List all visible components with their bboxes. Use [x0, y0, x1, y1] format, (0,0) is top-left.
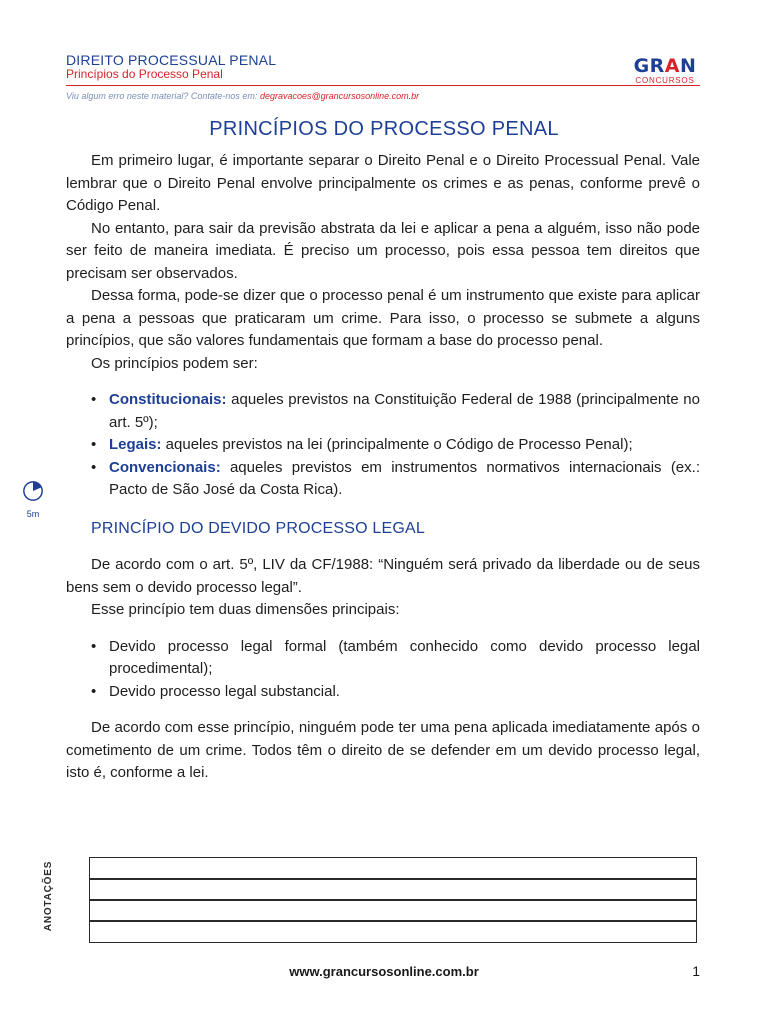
paragraph: Esse princípio tem duas dimensões principais: [91, 601, 400, 618]
paragraph: Dessa forma, pode-se dizer que o processo penal é um instrumento que existe para aplicar a pena a pessoas que praticaram um crime. Para isso, o processo se submete a alguns princípios, que são valores fundamentais que formam a base do processo penal. [66, 287, 700, 349]
dimensions-list [66, 636, 700, 704]
header-subtitle: Princípios do Processo Penal [66, 67, 223, 81]
notes-box[interactable] [89, 857, 697, 943]
footer-url[interactable]: www.grancursosonline.com.br [289, 964, 479, 979]
header-divider [66, 85, 700, 86]
list-item: • Constitucionais: aqueles previstos na Constituição Federal de 1988 (principalmente no art. 5º); [91, 391, 700, 431]
gran-logo [630, 56, 700, 85]
page-header [66, 52, 700, 92]
reading-timer [19, 480, 47, 519]
timer-label: 5m [26, 509, 40, 519]
principles-list [66, 389, 700, 502]
notes-line [90, 920, 696, 922]
logo-wordmark: GRAN [633, 55, 697, 77]
list-item: • Convencionais: aqueles previstos em instrumentos normativos internacionais (ex.: Pacto de São José da Costa Rica). [91, 458, 700, 498]
header-title: DIREITO PROCESSUAL PENAL [66, 52, 277, 68]
paragraph: De acordo com o art. 5º, LIV da CF/1988: “Ninguém será privado da liberdade ou de seus bens sem o devido processo legal”. [66, 556, 700, 596]
list-item: • Devido processo legal substancial. [91, 682, 340, 700]
notes-line [90, 899, 696, 901]
page-number: 1 [692, 963, 700, 979]
paragraph: No entanto, para sair da previsão abstrata da lei e aplicar a pena a alguém, isso não pode ser feito de maneira imediata. É preciso um processo, pois essa pessoa tem direitos que precisam ser observados. [66, 219, 700, 282]
document-title: PRINCÍPIOS DO PROCESSO PENAL [209, 118, 559, 140]
document-body [66, 150, 700, 785]
list-term: Legais: [109, 436, 162, 453]
section-title: PRINCÍPIO DO DEVIDO PROCESSO LEGAL [91, 519, 425, 537]
paragraph: De acordo com esse princípio, ninguém pode ter uma pena aplicada imediatamente após o cometimento de um crime. Todos têm o direito de se defender em um devido processo legal, isto é, conforme a lei. [66, 719, 700, 781]
notes-line [90, 878, 696, 880]
timer-icon [22, 480, 44, 502]
error-contact-line: Viu algum erro neste material? Contate-nos em: degravacoes@grancursosonline.com.br [66, 91, 420, 101]
list-term: Constitucionais: [109, 391, 227, 408]
list-item: • Devido processo legal formal (também conhecido como devido processo legal procedimental); [91, 637, 700, 677]
list-term: Convencionais: [109, 458, 221, 476]
paragraph: Os princípios podem ser: [91, 354, 258, 372]
contact-email-link[interactable]: degravacoes@grancursosonline.com.br [259, 91, 420, 101]
paragraph: Em primeiro lugar, é importante separar o Direito Penal e o Direito Processual Penal. Vale lembrar que o Direito Penal envolve principalmente os crimes e as penas, conforme prevê o Código Penal. [66, 152, 700, 214]
logo-subtitle: CONCURSOS [635, 76, 695, 85]
notes-label: ANOTAÇÕES [43, 860, 54, 932]
list-item: • Legais: aqueles previstos na lei (principalmente o Código de Processo Penal); [91, 436, 633, 453]
